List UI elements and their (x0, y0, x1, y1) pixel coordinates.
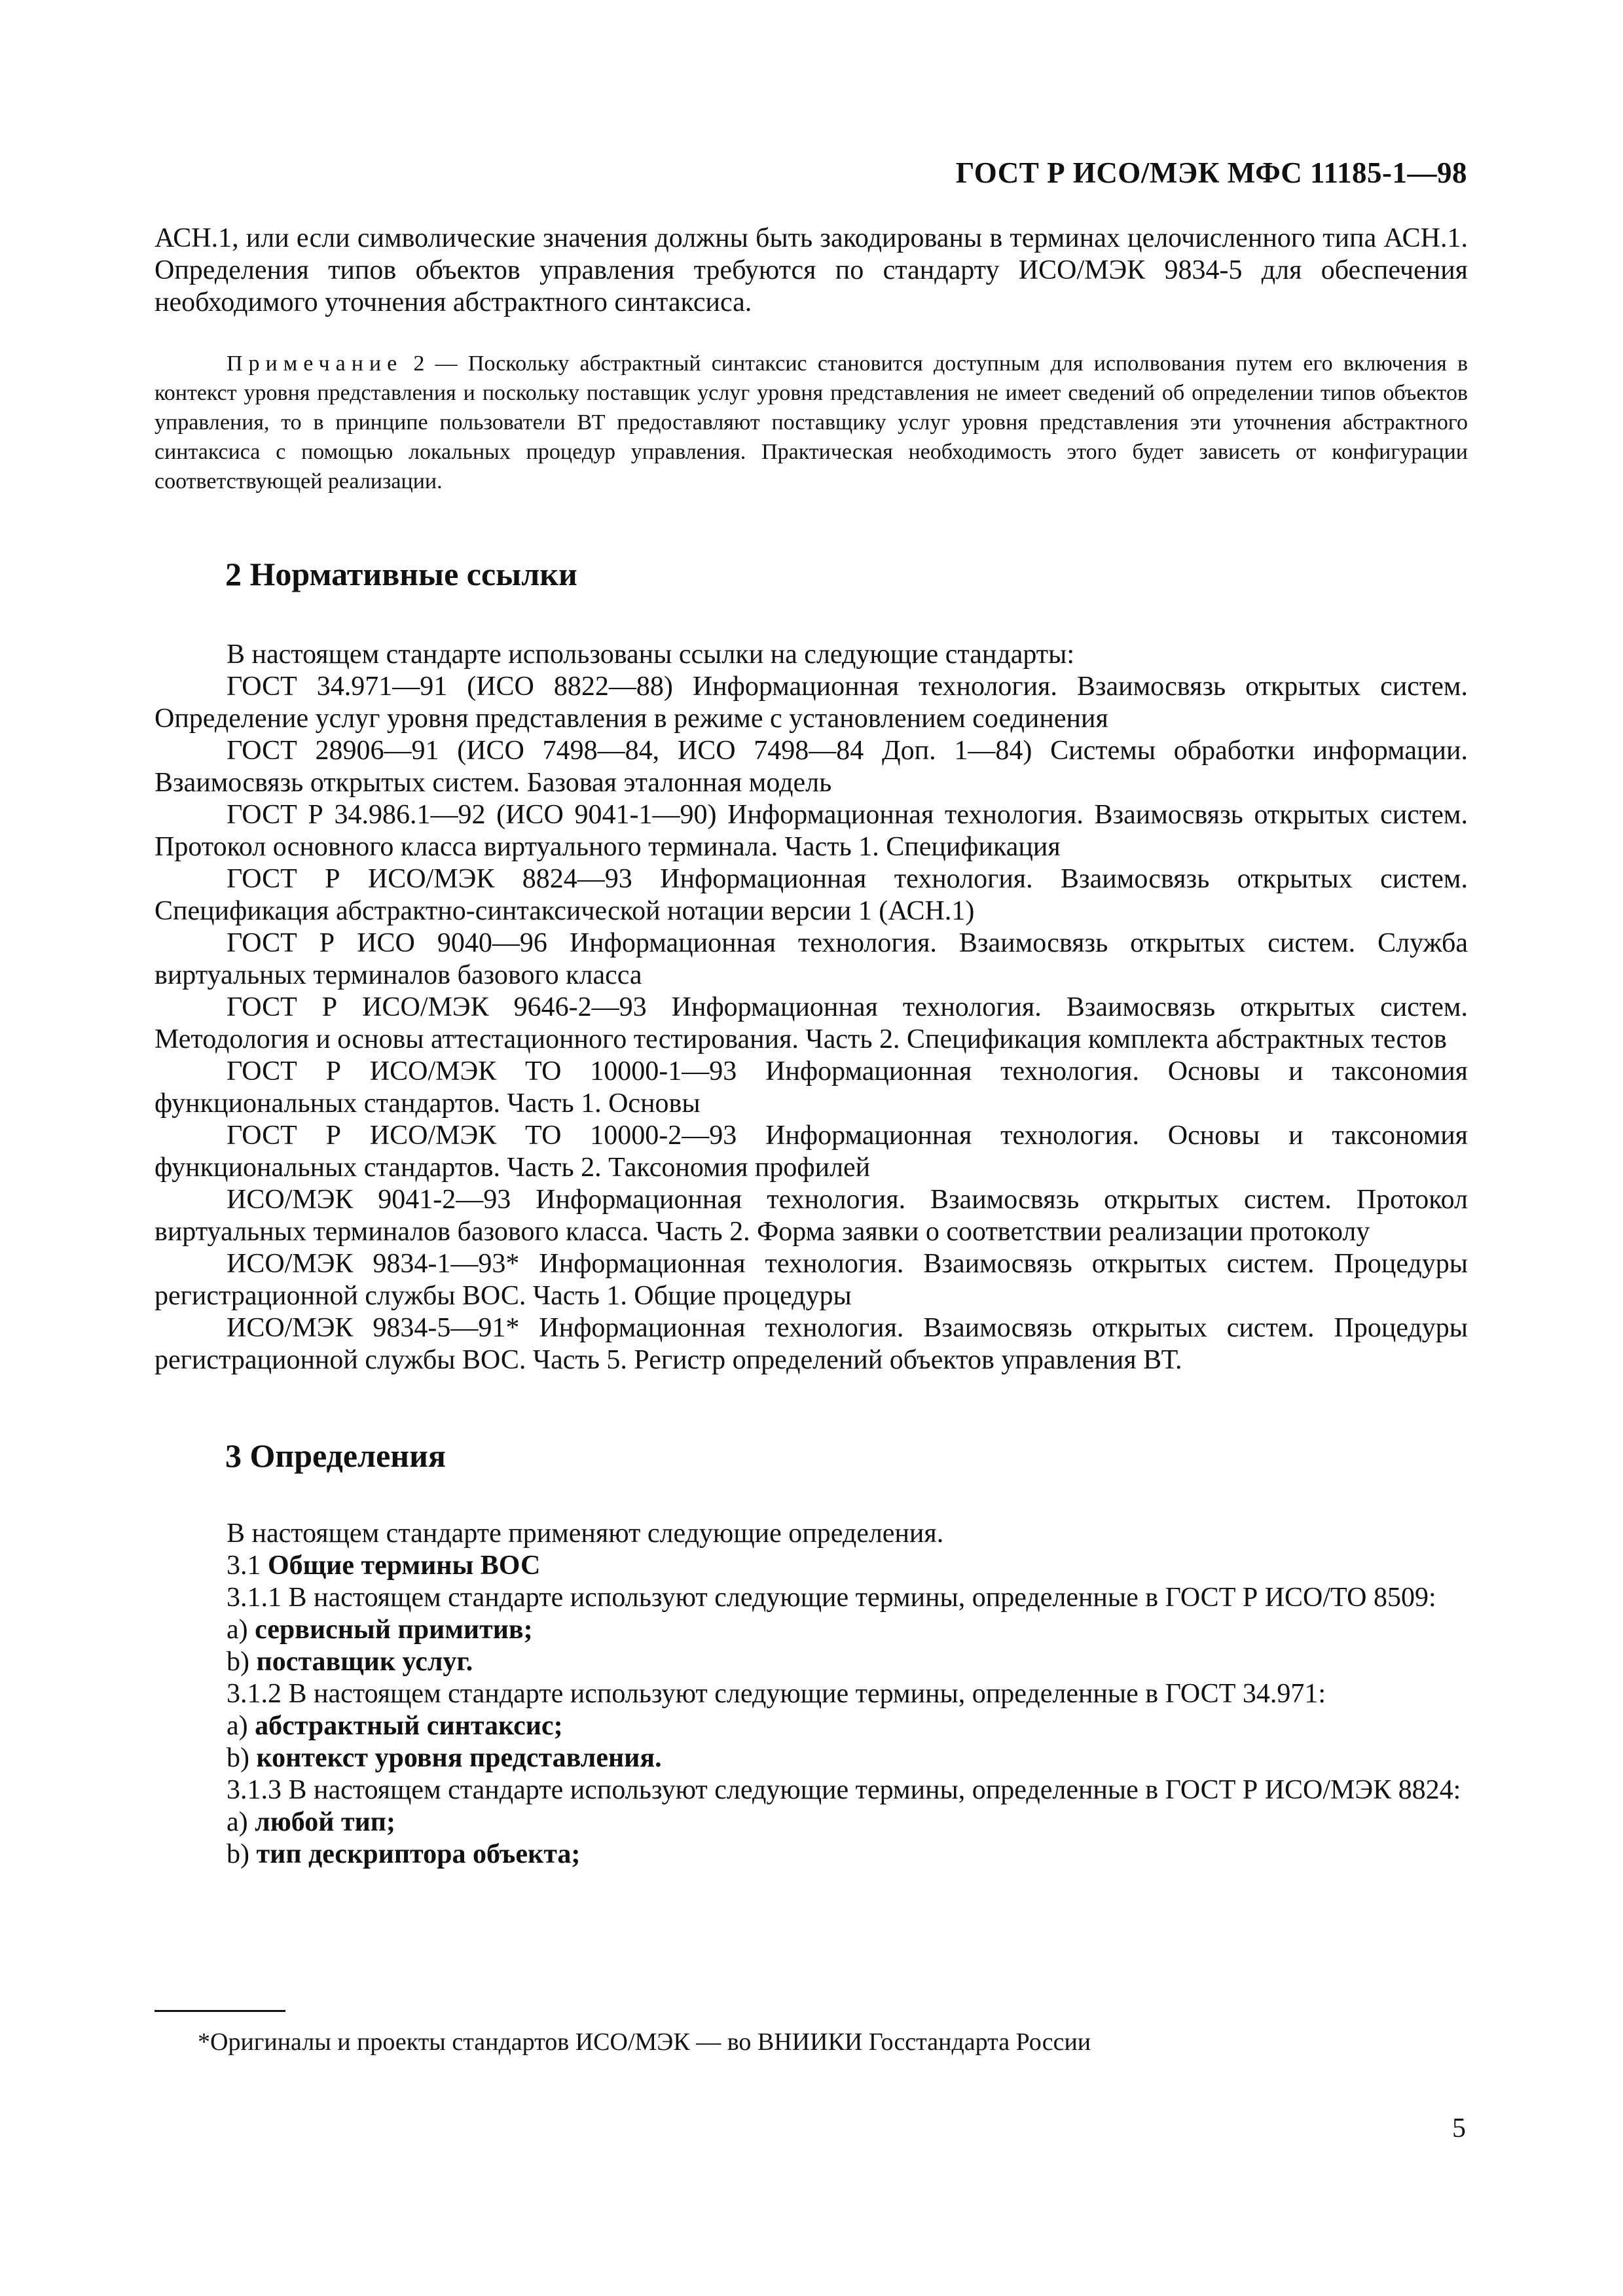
term-item (155, 1710, 1468, 1742)
reference-item: ГОСТ Р ИСО/МЭК 9646-2—93 Информационная технология. Взаимосвязь открытых систем. Методология и основы аттестационного тестирования. Часть 2. Спецификация комплекта абстрактных тестов (155, 992, 1468, 1054)
reference-item: ГОСТ Р ИСО/МЭК 8824—93 Информационная технология. Взаимосвязь открытых систем. Спецификация абстрактно-синтаксической нотации версии 1 (АСН.1) (155, 864, 1468, 926)
page-header: ГОСТ Р ИСО/МЭК МФС 11185-1—98 (955, 156, 1467, 189)
subsection-title: Общие термины ВОС (268, 1551, 541, 1581)
term-item (155, 1806, 1468, 1839)
term-item (155, 1839, 1468, 1871)
note-label: Примечание (227, 351, 403, 376)
page-content (155, 223, 1468, 1871)
term-letter: b) (227, 1839, 249, 1869)
page-number: 5 (1452, 2113, 1466, 2144)
reference-item: ГОСТ 28906—91 (ИСО 7498—84, ИСО 7498—84 Доп. 1—84) Системы обработки информации. Взаимосвязь открытых систем. Базовая эталонная модель (155, 736, 1468, 798)
subsection-3-1-heading (155, 1550, 1468, 1582)
term-text: поставщик услуг. (256, 1647, 473, 1677)
reference-item: ГОСТ Р ИСО 9040—96 Информационная технология. Взаимосвязь открытых систем. Служба виртуальных терминалов базового класса (155, 928, 1468, 990)
section-3-intro: В настоящем стандарте применяют следующие определения. (227, 1518, 944, 1549)
clause-3-1-2: 3.1.2 В настоящем стандарте используют следующие термины, определенные в ГОСТ 34.971: (227, 1679, 1326, 1709)
clause-3-1-1: 3.1.1 В настоящем стандарте используют следующие термины, определенные в ГОСТ Р ИСО/ТО 8509: (227, 1583, 1436, 1613)
reference-item: ГОСТ Р ИСО/МЭК ТО 10000-2—93 Информационная технология. Основы и таксономия функциональных стандартов. Часть 2. Таксономия профилей (155, 1121, 1468, 1183)
footnote-divider (155, 2010, 285, 2012)
intro-paragraph: АСН.1, или если символические значения должны быть закодированы в терминах целочисленного типа АСН.1. Определения типов объектов управления требуются по стандарту ИСО/МЭК 9834-5 для обеспечения необходимого уточнения абстрактного синтаксиса. (155, 223, 1468, 317)
term-item (155, 1742, 1468, 1774)
reference-item: ИСО/МЭК 9834-5—91* Информационная технология. Взаимосвязь открытых систем. Процедуры регистрационной службы ВОС. Часть 5. Регистр определений объектов управления ВТ. (155, 1313, 1468, 1375)
note-paragraph (155, 349, 1468, 496)
term-item (155, 1614, 1468, 1646)
term-text: контекст уровня представления. (256, 1743, 662, 1773)
term-letter: a) (227, 1711, 248, 1741)
reference-item: ГОСТ Р 34.986.1—92 (ИСО 9041-1—90) Информационная технология. Взаимосвязь открытых систем. Протокол основного класса виртуального терминала. Часть 1. Спецификация (155, 800, 1468, 862)
term-text: сервисный примитив; (255, 1615, 533, 1645)
footnote: *Оригиналы и проекты стандартов ИСО/МЭК — во ВНИИКИ Госстандарта России (198, 2028, 1091, 2056)
term-letter: b) (227, 1647, 249, 1677)
term-letter: a) (227, 1615, 248, 1645)
term-text: тип дескриптора объекта; (256, 1839, 581, 1869)
term-text: любой тип; (255, 1807, 395, 1837)
term-item (155, 1646, 1468, 1678)
reference-item: ИСО/МЭК 9834-1—93* Информационная технология. Взаимосвязь открытых систем. Процедуры регистрационной службы ВОС. Часть 1. Общие процедуры (155, 1249, 1468, 1311)
term-text: абстрактный синтаксис; (255, 1711, 563, 1741)
reference-item: ГОСТ Р ИСО/МЭК ТО 10000-1—93 Информационная технология. Основы и таксономия функциональных стандартов. Часть 1. Основы (155, 1056, 1468, 1119)
section-3-heading: 3 Определения (225, 1437, 446, 1474)
reference-item: ГОСТ 34.971—91 (ИСО 8822—88) Информационная технология. Взаимосвязь открытых систем. Определение услуг уровня представления в режиме с установлением соединения (155, 672, 1468, 734)
subsection-number: 3.1 (227, 1551, 261, 1581)
clause-3-1-3: 3.1.3 В настоящем стандарте используют следующие термины, определенные в ГОСТ Р ИСО/МЭК 8824: (227, 1775, 1461, 1805)
section-2-intro: В настоящем стандарте использованы ссылки на следующие стандарты: (227, 639, 1075, 670)
note-text: 2 — Поскольку абстрактный синтаксис становится доступным для исполвования путем его включения в контекст уровня представления и поскольку поставщик услуг уровня представления не имеет сведений об определении типов объектов управления, то в принципе пользователи ВТ предоставляют поставщику услуг уровня представления эти уточнения абстрактного синтаксиса с помощью локальных процедур управления. Практическая необходимость этого будет зависеть от конфигурации соответствующей реализации. (155, 351, 1468, 493)
term-letter: a) (227, 1807, 248, 1837)
section-2-heading: 2 Нормативные ссылки (225, 556, 577, 592)
reference-item: ИСО/МЭК 9041-2—93 Информационная технология. Взаимосвязь открытых систем. Протокол виртуальных терминалов базового класса. Часть 2. Форма заявки о соответствии реализации протоколу (155, 1185, 1468, 1247)
term-letter: b) (227, 1743, 249, 1773)
